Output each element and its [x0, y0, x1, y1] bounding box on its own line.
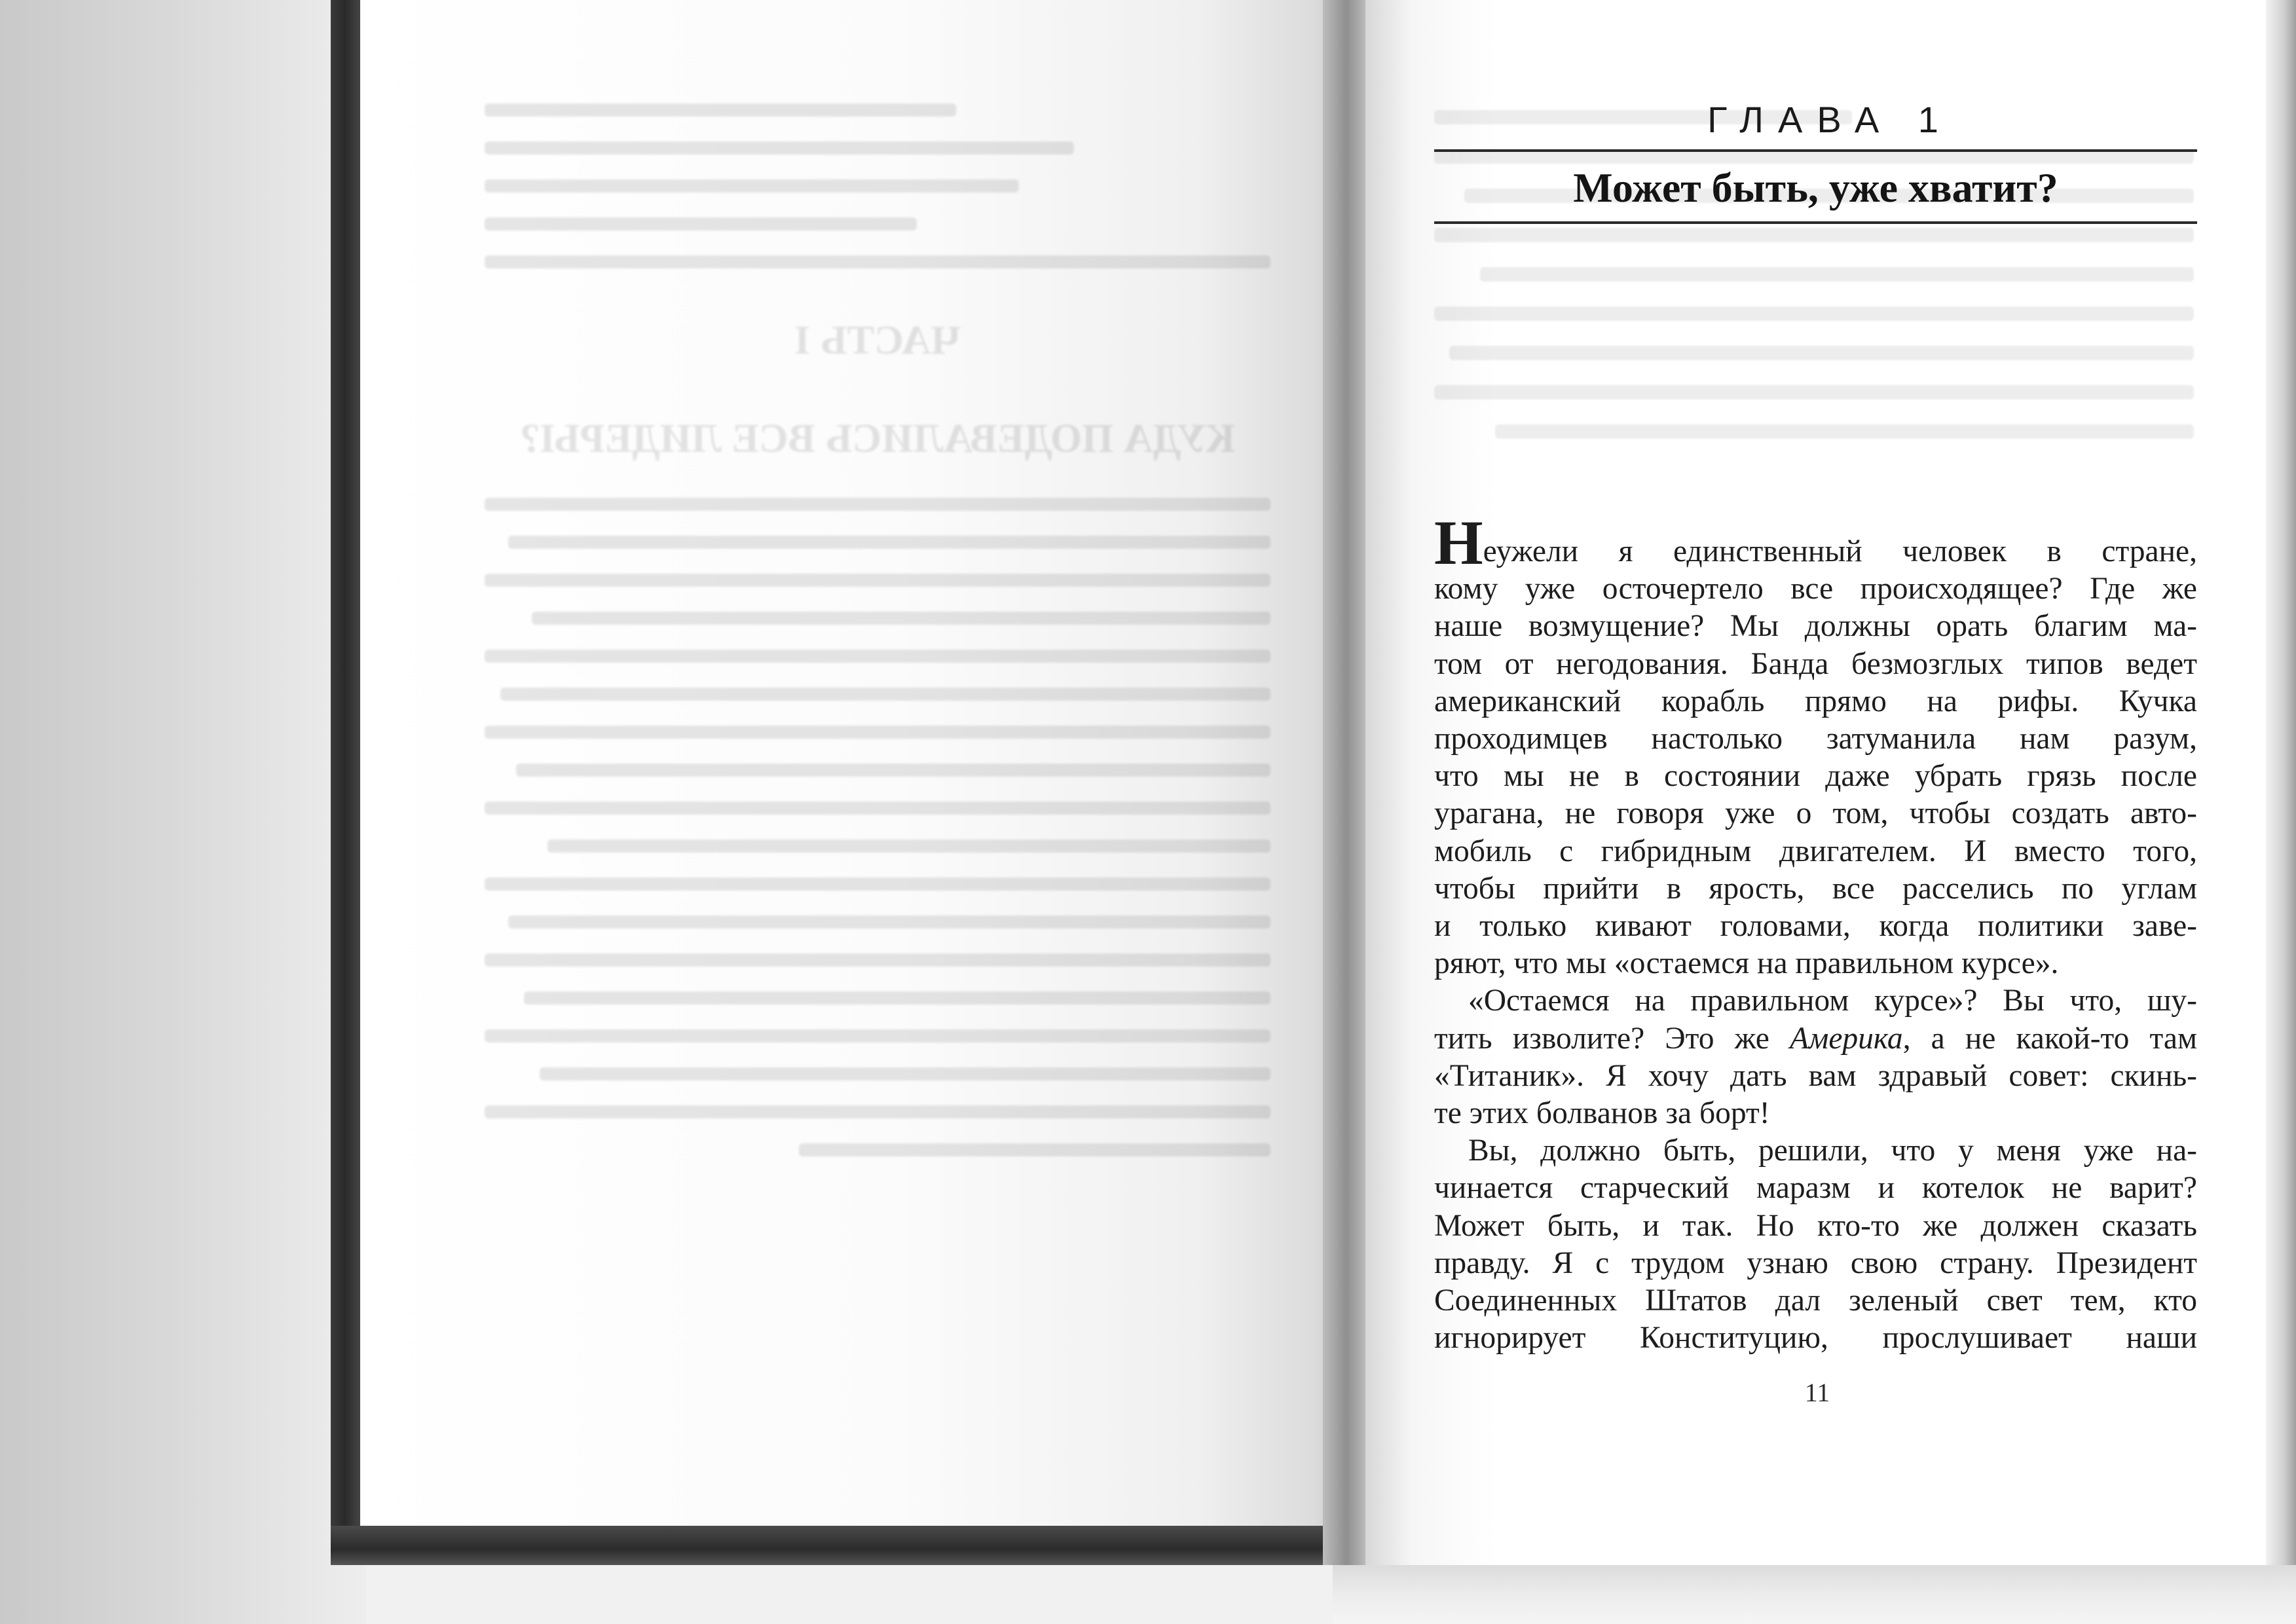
- chapter-rule-top: [1434, 149, 2197, 152]
- book-cover-bottom-edge: [331, 1526, 1333, 1565]
- drop-cap: Н: [1434, 507, 1482, 578]
- text-line: проходимцев настолько затуманила нам разум,: [1434, 722, 2197, 756]
- scan-background: [0, 0, 367, 1624]
- text-line: американский корабль прямо на рифы. Кучка: [1434, 684, 2197, 718]
- text-line: игнорирует Конституцию, прослушивает наши: [1434, 1321, 2197, 1356]
- text-line: чтобы прийти в ярость, все расселись по углам: [1434, 871, 2197, 906]
- paragraph-3: [1434, 1132, 2197, 1357]
- text-line: Вы, должно быть, решили, что у меня уже на-: [1468, 1134, 2197, 1168]
- text-line: урагана, не говоря уже о том, чтобы создать авто-: [1434, 796, 2197, 831]
- chapter-rule-bottom: [1434, 221, 2197, 224]
- text-line: тить изволите? Это же Америка, а не какой-то там: [1434, 1021, 2198, 1056]
- text-line: те этих болванов за борт!: [1434, 1096, 1770, 1131]
- left-page-bleed-through: [485, 79, 1270, 1323]
- chapter-label: ГЛАВА 1: [1707, 99, 1953, 140]
- right-page-bleed-through: [1434, 85, 2194, 464]
- text-line: ряют, что мы «остаемся на правильном курсе».: [1434, 946, 2059, 981]
- text-line: наше возмущение? Мы должны орать благим ма-: [1434, 609, 2197, 644]
- text-line: «Титаник». Я хочу дать вам здравый совет: скинь-: [1434, 1058, 2197, 1093]
- text-line: чинается старческий маразм и котелок не варит?: [1434, 1171, 2197, 1206]
- bleed-through-subtitle: КУДА ПОДЕВАЛИСЬ ВСЕ ЛИДЕРЫ?: [519, 416, 1236, 461]
- scan-bottom-strip: [1333, 1565, 2296, 1624]
- chapter-title: Может быть, уже хватит?: [1573, 164, 2058, 211]
- text-line: Может быть, и так. Но кто-то же должен сказать: [1434, 1208, 2197, 1243]
- text-line: и только кивают головами, когда политики заве-: [1434, 909, 2197, 944]
- text-line: Соединенных Штатов дал зеленый свет тем, кто: [1434, 1283, 2197, 1318]
- paragraph-2: [1434, 982, 2197, 1132]
- text-line: что мы не в состоянии даже убрать грязь после: [1434, 759, 2197, 794]
- text-line: «Остаемся на правильном курсе»? Вы что, шу-: [1468, 984, 2197, 1018]
- chapter-body: [1434, 507, 2198, 1357]
- text-line: правду. Я с трудом узнаю свою страну. Президент: [1434, 1246, 2197, 1280]
- emphasis: Америка: [1789, 1021, 1903, 1056]
- paragraph-1: [1434, 507, 2197, 982]
- text-line: мобиль с гибридным двигателем. И вместо того,: [1434, 834, 2197, 868]
- text-line: Неужели я единственный человек в стране,: [1434, 507, 2197, 578]
- page-number: 11: [1804, 1378, 1830, 1407]
- text-line: том от негодования. Банда безмозглых типов ведет: [1434, 646, 2197, 681]
- page-stack-edge: [2266, 0, 2296, 1624]
- text-line: кому уже осточертело все происходящее? Где же: [1434, 572, 2197, 606]
- bleed-through-title: ЧАСТЬ I: [794, 318, 961, 363]
